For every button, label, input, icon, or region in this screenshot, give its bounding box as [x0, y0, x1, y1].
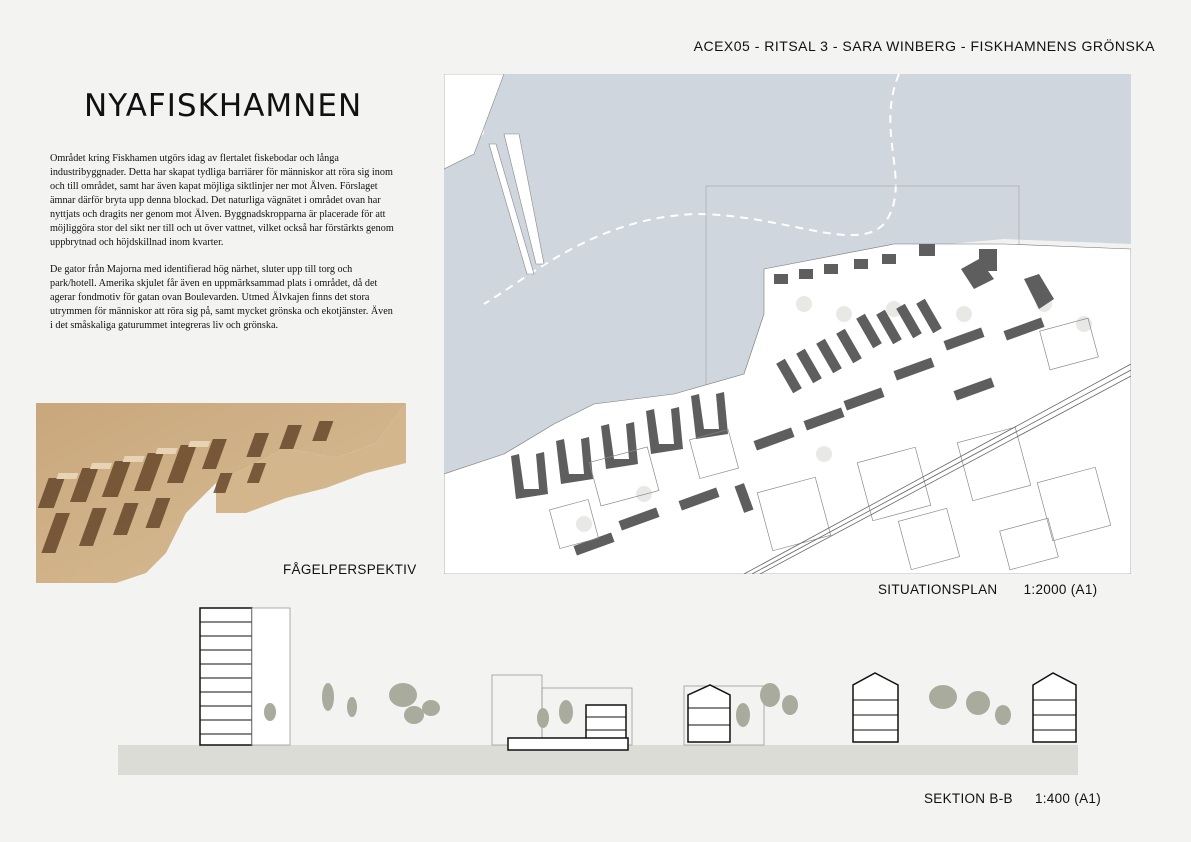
- model-photo: [36, 403, 406, 583]
- page-title: NYAFISKHAMNEN: [84, 88, 363, 124]
- section-drawing: [118, 600, 1078, 780]
- section-name: SEKTION B-B: [924, 791, 1013, 806]
- plan-caption: [878, 582, 1097, 597]
- site-plan: [444, 74, 1131, 574]
- paragraph: Området kring Fiskhamen utgörs idag av flertalet fiskebodar och långa industribyggnader. Detta har skapat tydliga barriärer för människor att röra sig inom och till området, samt har även kapat möjliga siktlinjer ner mot Älven. Förslaget ämnar därför bryta upp denna blockad. Det naturliga vägnätet i området ovan har nyttjats och dragits ner genom mot Älven. Byggnadskropparna är placerade för att möjliggöra stor del sikt ner till och ut över vattnet, vilket också har förstärkts genom uppbrytnad och höjdskillnad inom kvarter.: [50, 153, 394, 248]
- section-scale: 1:400 (A1): [1034, 791, 1101, 806]
- section-caption: [924, 791, 1101, 806]
- paragraph: De gator från Majorna med identifierad hög närhet, sluter upp till torg och park/hotell. Amerika skjulet får även en uppmärksammad plats i området, då det agerar fondmotiv för gatan ovan Boulevarden. Utmed Älvkajen finns det stora utrymmen för människor att röra sig på, samt mycket grönska och ekotjänster. Även i det småskaliga gaturummet integreras liv och grönska.: [50, 264, 393, 331]
- model-caption: FÅGELPERSPEKTIV: [283, 562, 417, 577]
- description-text: [50, 152, 395, 346]
- plan-scale: 1:2000 (A1): [1023, 582, 1098, 597]
- sheet-header: ACEX05 - RITSAL 3 - SARA WINBERG - FISKHAMNENS GRÖNSKA: [693, 38, 1155, 54]
- plan-name: SITUATIONSPLAN: [878, 582, 998, 597]
